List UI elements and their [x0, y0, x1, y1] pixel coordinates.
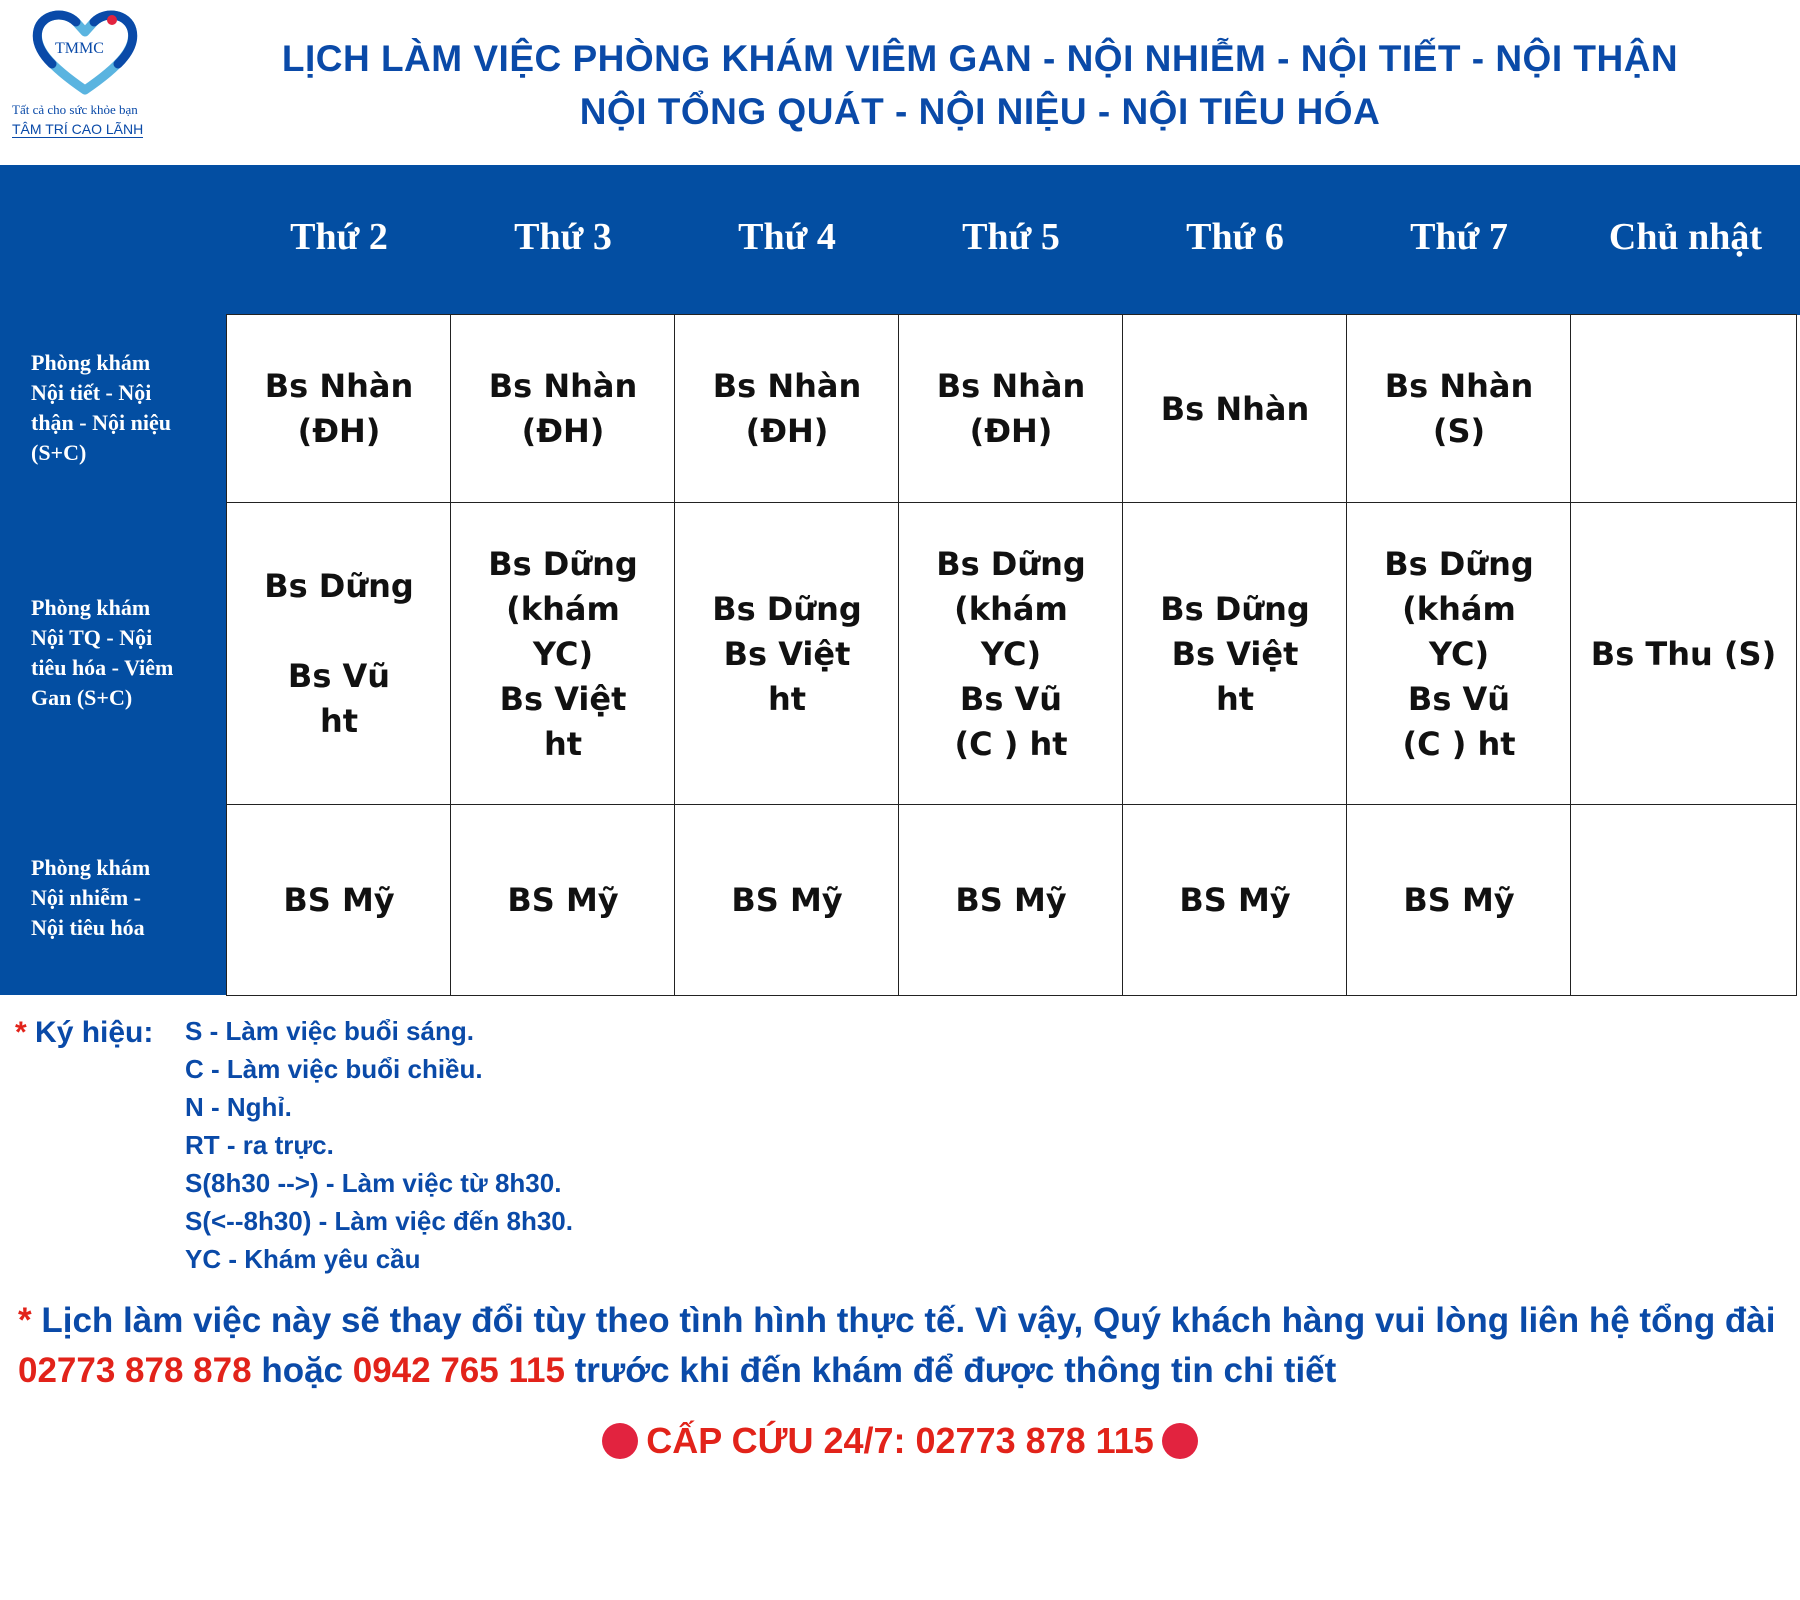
emergency-line [0, 1420, 1800, 1462]
row-label-noi-tq: Phòng khám Nội TQ - Nội tiêu hóa - Viêm Gan (S+C) [31, 595, 174, 710]
row-label-noi-tiet: Phòng khám Nội tiết - Nội thận - Nội niệu (S+C) [31, 350, 171, 465]
schedule-cell: Bs Nhàn [1122, 314, 1348, 504]
notice-text-after: trước khi đến khám để được thông tin chi tiết [574, 1351, 1337, 1390]
schedule-cell: BS Mỹ [450, 804, 676, 996]
schedule-cell: Bs Dững (khám YC) Bs Vũ (C ) ht [1346, 502, 1572, 806]
schedule-cell: Bs Nhàn (ĐH) [450, 314, 676, 504]
emergency-text: CẤP CỨU 24/7: 02773 878 115 [646, 1420, 1154, 1461]
mobile-phone: 0942 765 115 [352, 1351, 565, 1390]
schedule-cell: Bs Thu (S) [1570, 502, 1797, 806]
red-dot-icon [602, 1423, 638, 1459]
notice-star: * [18, 1301, 32, 1340]
notice-text-middle: hoặc [261, 1351, 344, 1390]
schedule-notice [18, 1296, 1788, 1396]
legend-heading-text: Ký hiệu: [35, 1016, 154, 1049]
day-header: Thứ 5 [962, 216, 1060, 258]
hotline-phone: 02773 878 878 [18, 1351, 252, 1390]
logo-name: TÂM TRÍ CAO LÃNH [12, 121, 144, 137]
clinic-logo [8, 8, 158, 143]
schedule-cell: BS Mỹ [898, 804, 1124, 996]
schedule-cell: Bs Nhàn (ĐH) [674, 314, 900, 504]
legend-items [185, 1012, 785, 1278]
row-label-noi-nhiem: Phòng khám Nội nhiễm - Nội tiêu hóa [31, 855, 151, 940]
red-dot-icon [1162, 1423, 1198, 1459]
schedule-cell: Bs Nhàn (S) [1346, 314, 1572, 504]
schedule-cell [1570, 314, 1797, 504]
legend-item: C - Làm việc buổi chiều. [185, 1054, 483, 1084]
schedule-cell: BS Mỹ [1346, 804, 1572, 996]
schedule-cell [1570, 804, 1797, 996]
day-header: Chủ nhật [1608, 216, 1763, 258]
schedule-cell: Bs Dững Bs Vũ ht [226, 502, 452, 806]
schedule-cell: Bs Dững Bs Việt ht [674, 502, 900, 806]
day-header: Thứ 7 [1410, 216, 1508, 258]
legend-heading [15, 1016, 153, 1050]
day-header: Thứ 4 [738, 216, 836, 258]
schedule-cell: Bs Dững (khám YC) Bs Việt ht [450, 502, 676, 806]
page-title-line2: NỘI TỔNG QUÁT - NỘI NIỆU - NỘI TIÊU HÓA [579, 91, 1381, 132]
legend-star: * [15, 1016, 27, 1049]
notice-text-before: Lịch làm việc này sẽ thay đổi tùy theo tình hình thực tế. Vì vậy, Quý khách hàng vui lòng liên hệ tổng đài [41, 1301, 1776, 1340]
logo-abbr: TMMC [55, 40, 104, 57]
legend-item: YC - Khám yêu cầu [185, 1244, 421, 1274]
legend-item: S - Làm việc buổi sáng. [185, 1016, 474, 1046]
day-header: Thứ 6 [1186, 216, 1284, 258]
legend-item: RT - ra trực. [185, 1130, 334, 1160]
day-header: Thứ 3 [514, 216, 612, 258]
schedule-cell: BS Mỹ [226, 804, 452, 996]
schedule-cell: BS Mỹ [674, 804, 900, 996]
schedule-cell: BS Mỹ [1122, 804, 1348, 996]
logo-tagline: Tất cả cho sức khỏe bạn [12, 102, 138, 117]
schedule-cell: Bs Dững Bs Việt ht [1122, 502, 1348, 806]
legend-item: S(8h30 -->) - Làm việc từ 8h30. [185, 1168, 562, 1198]
schedule-cell: Bs Nhàn (ĐH) [226, 314, 452, 504]
schedule-cell: Bs Dững (khám YC) Bs Vũ (C ) ht [898, 502, 1124, 806]
legend-item: N - Nghỉ. [185, 1092, 292, 1122]
schedule-cell: Bs Nhàn (ĐH) [898, 314, 1124, 504]
day-header: Thứ 2 [290, 216, 388, 258]
legend-item: S(<--8h30) - Làm việc đến 8h30. [185, 1206, 573, 1236]
schedule-grid [227, 315, 1800, 995]
page-title-line1: LỊCH LÀM VIỆC PHÒNG KHÁM VIÊM GAN - NỘI NHIỄM - NỘI TIẾT - NỘI THẬN [281, 38, 1679, 79]
